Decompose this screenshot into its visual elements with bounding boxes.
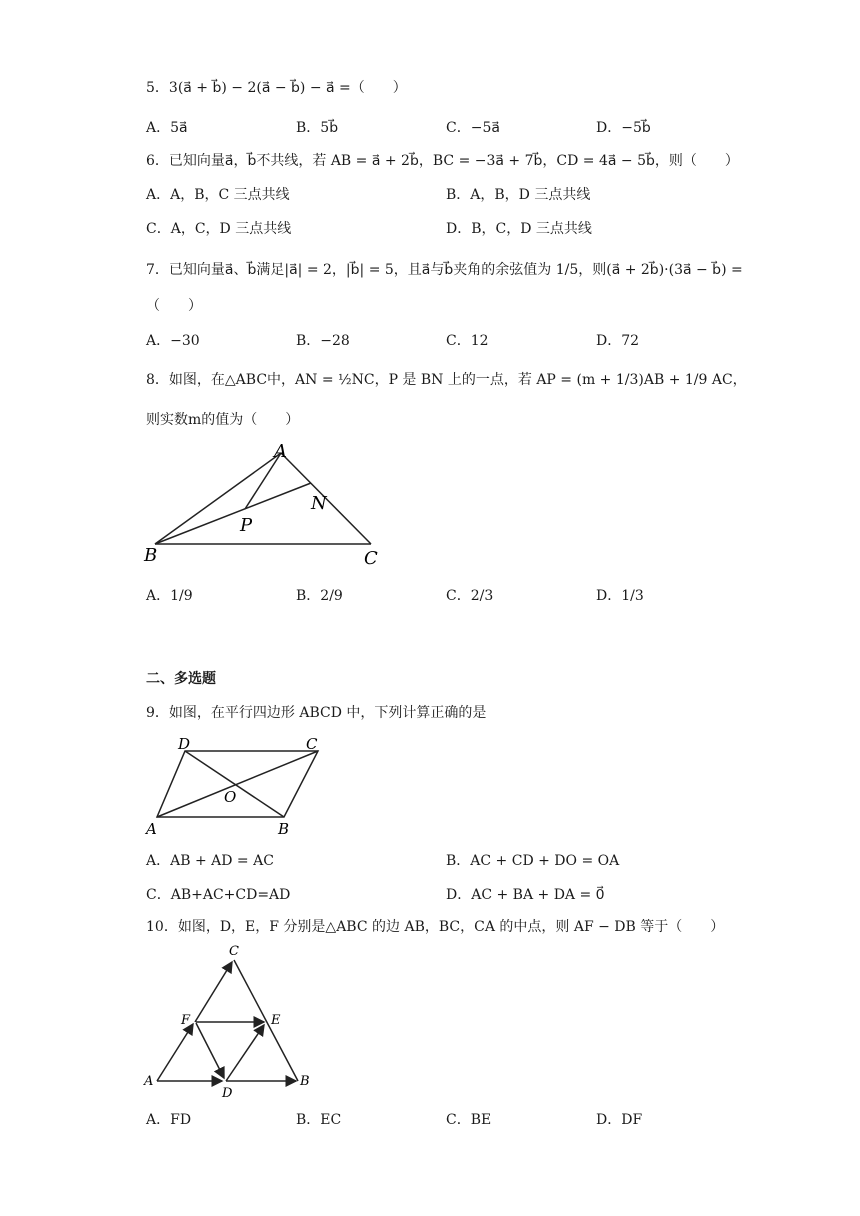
q8-option-c: C．2/3 [446,588,494,604]
q10-vector-fd [196,1023,224,1078]
q9-label-b: B [278,820,290,838]
q9-stem: 9．如图，在平行四边形 ABCD 中，下列计算正确的是 [146,705,487,721]
q6-stem: 6．已知向量a⃗，b⃗不共线，若 AB = a⃗ + 2b⃗，BC = −3a⃗ + 7b⃗，CD = 4a⃗ − 5b⃗，则（ ） [146,153,739,169]
q6-option-a: A．A，B，C 三点共线 [146,187,290,203]
q8-option-b: B．2/9 [296,588,343,604]
q8-label-a: A [274,441,287,462]
q10-label-c: C [229,944,239,959]
q5-option-a: A．5a⃗ [146,120,188,136]
q10-stem: 10．如图，D，E，F 分别是△ABC 的边 AB，BC，CA 的中点，则 AF − DB 等于（ ） [146,919,725,935]
q8-triangle-figure [140,438,390,572]
q9-option-c: C．AB+AC+CD=AD [146,887,291,903]
q10-label-b: B [300,1074,310,1089]
q10-label-a: A [144,1074,154,1089]
q10-label-e: E [271,1013,281,1028]
section-title: 二、多选题 [146,671,216,687]
q10-option-a: A．FD [146,1112,192,1128]
q9-diagonal-bd [185,751,284,817]
q10-side-cb [234,960,298,1081]
q9-option-a: A．AB + AD = AC [146,853,274,869]
q7-option-b: B．−28 [296,333,350,349]
q6-option-b: B．A，B，D 三点共线 [446,187,591,203]
q8-option-a: A．1/9 [146,588,193,604]
q7-option-d: D．72 [596,333,640,349]
q7-option-c: C．12 [446,333,489,349]
q10-option-d: D．DF [596,1112,643,1128]
q8-segment-bn [155,483,311,544]
q10-vector-fc [195,962,232,1022]
q5-stem: 5．3(a⃗ + b⃗) − 2(a⃗ − b⃗) − a⃗ =（ ） [146,80,407,96]
q5-option-d: D．−5b⃗ [596,120,651,136]
q9-option-d: D．AC + BA + DA = 0⃗ [446,887,605,903]
q10-label-f: F [181,1013,191,1028]
q8-option-d: D．1/3 [596,588,644,604]
q9-label-o: O [224,788,237,806]
q7-stem: 7．已知向量a⃗、b⃗满足|a⃗| = 2，|b⃗| = 5，且a⃗与b⃗夹角的余弦值为 1/5，则(a⃗ + 2b⃗)·(3a⃗ − b⃗) = [146,262,743,278]
q10-vector-af [157,1024,193,1081]
q5-option-b: B．5b⃗ [296,120,339,136]
q7-stem-continued: （ ） [146,298,202,314]
q10-vector-de [226,1025,264,1081]
q9-label-c: C [306,735,318,753]
q10-triangle-figure [140,940,320,1100]
q5-option-c: C．−5a⃗ [446,120,500,136]
q9-label-a: A [146,820,157,838]
q8-label-b: B [144,545,158,566]
q9-label-d: D [178,735,191,753]
q7-option-a: A．−30 [146,333,200,349]
q10-option-b: B．EC [296,1112,342,1128]
q10-option-c: C．BE [446,1112,492,1128]
q8-stem: 8．如图，在△ABC中，AN = ½NC，P 是 BN 上的一点，若 AP = (m + 1/3)AB + 1/9 AC， [146,372,747,388]
q6-option-c: C．A，C，D 三点共线 [146,221,292,237]
q8-side-ab [155,453,281,544]
q10-label-d: D [222,1086,233,1100]
q8-label-c: C [364,548,378,569]
q8-stem-continued: 则实数m的值为（ ） [146,412,300,428]
q9-parallelogram-figure [140,730,340,840]
q8-label-p: P [240,515,253,536]
q8-label-n: N [311,493,327,514]
q6-option-d: D．B，C，D 三点共线 [446,221,592,237]
q9-option-b: B．AC + CD + DO = OA [446,853,620,869]
